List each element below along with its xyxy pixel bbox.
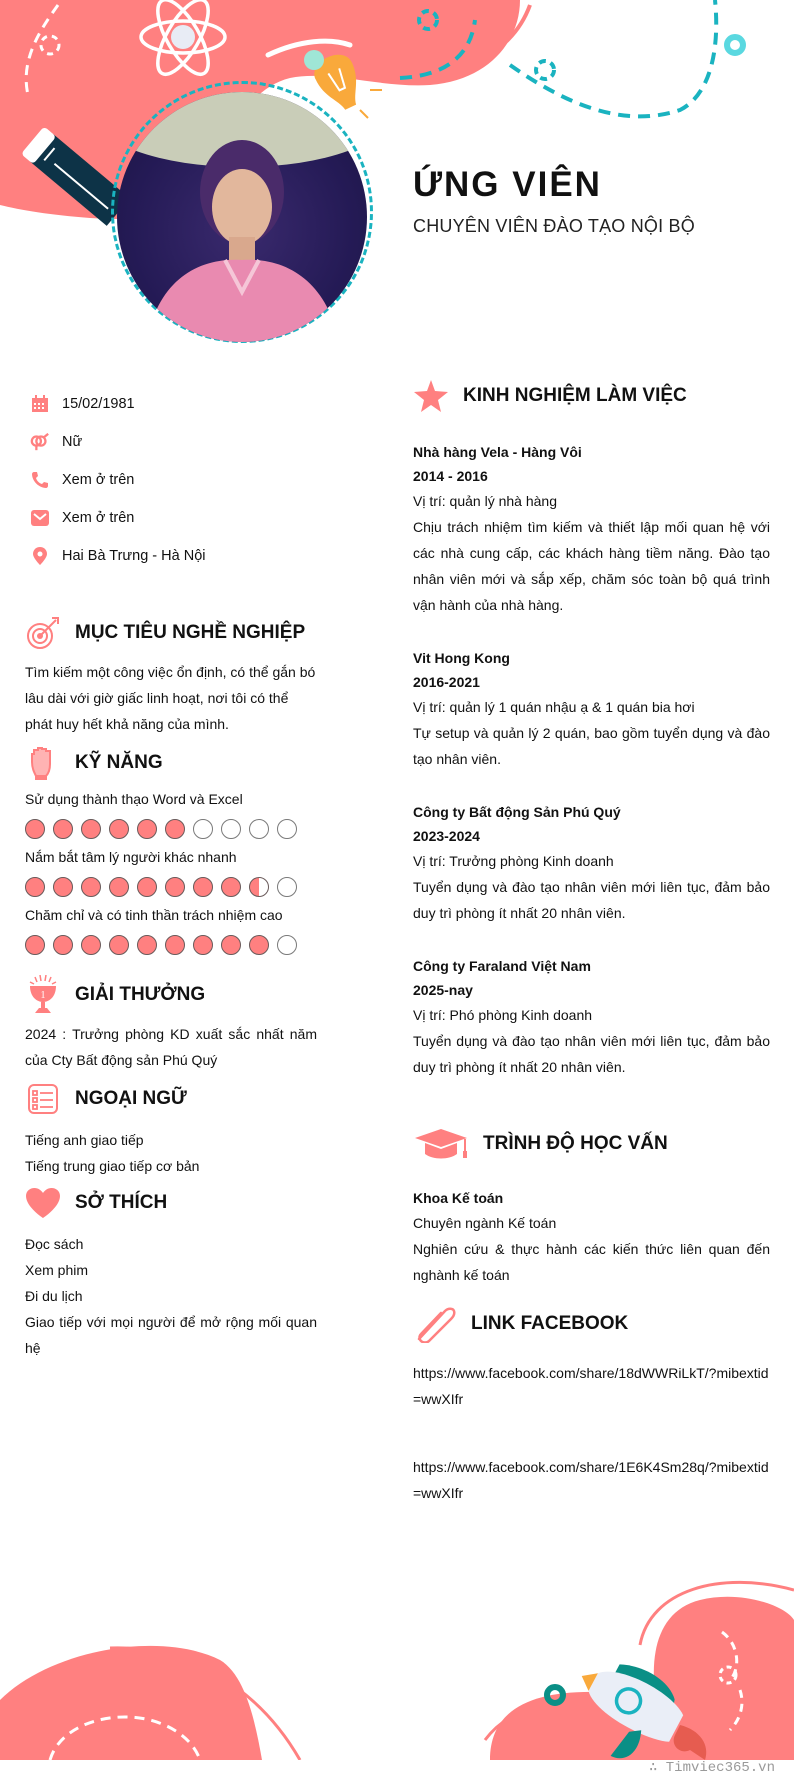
- awards-text: 2024 : Trưởng phòng KD xuất sắc nhất năm của Cty Bất động sản Phú Quý: [25, 1026, 317, 1068]
- language-item: Tiếng trung giao tiếp cơ bản: [25, 1158, 200, 1174]
- objective-heading: [25, 615, 317, 651]
- work-period: 2016-2021: [413, 674, 480, 690]
- location-value: Hai Bà Trưng - Hà Nội: [62, 548, 206, 564]
- experience-item-2: [413, 646, 770, 772]
- hobbies-title: SỞ THÍCH: [75, 1192, 168, 1213]
- star-icon: [413, 378, 449, 414]
- facebook-link-1[interactable]: https://www.facebook.com/share/18dWWRiLkT/?mibextid=wwXIfr: [413, 1365, 769, 1407]
- hobby-item: Giao tiếp với mọi người để mở rộng mối quan hệ: [25, 1314, 317, 1356]
- skill-rating: [25, 935, 317, 955]
- experience-item-4: [413, 954, 770, 1080]
- work-period: 2025-nay: [413, 982, 473, 998]
- svg-text:1: 1: [40, 990, 46, 1001]
- footer-decoration: [0, 1560, 794, 1760]
- phone-value: Xem ở trên: [62, 472, 135, 488]
- graduation-cap-icon: [413, 1126, 469, 1162]
- experience-item-1: [413, 440, 770, 618]
- email-icon: [30, 508, 50, 528]
- skill-item-3: [25, 907, 317, 955]
- hobbies-list: [25, 1231, 317, 1361]
- skill-label: Chăm chỉ và có tinh thần trách nhiệm cao: [25, 907, 283, 923]
- skills-title: KỸ NĂNG: [75, 752, 163, 773]
- experience-title: KINH NGHIỆM LÀM VIỆC: [463, 385, 687, 406]
- company-name: Nhà hàng Vela - Hàng Vôi: [413, 444, 582, 460]
- calendar-icon: [30, 394, 50, 414]
- checklist-icon: [25, 1081, 61, 1117]
- candidate-name: ỨNG VIÊN: [413, 165, 602, 204]
- phone-icon: [30, 470, 50, 490]
- paperclip-icon: [413, 1306, 457, 1342]
- skill-item-1: [25, 791, 317, 839]
- left-column: [25, 385, 317, 1361]
- heart-icon: [25, 1185, 61, 1221]
- hand-icon: [25, 745, 61, 781]
- work-period: 2014 - 2016: [413, 468, 488, 484]
- hobby-item: Đọc sách: [25, 1236, 84, 1252]
- skill-rating: [25, 877, 317, 897]
- experience-item-3: [413, 800, 770, 926]
- work-position: Vị trí: quản lý 1 quán nhậu ạ & 1 quán bia hơi: [413, 699, 695, 715]
- facebook-link-2[interactable]: https://www.facebook.com/share/1E6K4Sm28q/?mibextid=wwXIfr: [413, 1459, 769, 1501]
- gender-icon: [30, 432, 50, 452]
- birthdate-value: 15/02/1981: [62, 396, 135, 412]
- education-description: Nghiên cứu & thực hành các kiến thức liên quan đến nghành kế toán: [413, 1241, 770, 1283]
- contact-list: [25, 385, 317, 575]
- languages-list: [25, 1127, 317, 1179]
- education-title: TRÌNH ĐỘ HỌC VẤN: [483, 1133, 668, 1154]
- skill-label: Sử dụng thành thạo Word và Excel: [25, 791, 243, 807]
- work-description: Tuyển dụng và đào tạo nhân viên mới liên tục, đảm bảo duy trì phòng ít nhất 20 nhân viên.: [413, 1033, 770, 1075]
- experience-heading: [413, 378, 770, 414]
- job-title: CHUYÊN VIÊN ĐÀO TẠO NỘI BỘ: [413, 216, 695, 236]
- target-icon: [25, 615, 61, 651]
- watermark: ∴ Timviec365.vn: [648, 1760, 775, 1776]
- company-name: Công ty Faraland Việt Nam: [413, 958, 591, 974]
- contact-phone: [25, 461, 317, 499]
- hobby-item: Xem phim: [25, 1262, 89, 1278]
- avatar-photo-icon: [117, 92, 367, 342]
- right-column: [413, 378, 770, 1506]
- work-period: 2023-2024: [413, 828, 480, 844]
- gender-value: Nữ: [62, 434, 83, 450]
- awards-title: GIẢI THƯỞNG: [75, 984, 206, 1005]
- email-value: Xem ở trên: [62, 510, 135, 526]
- work-description: Tuyển dụng và đào tạo nhân viên mới liên tục, đảm bảo duy trì phòng ít nhất 20 nhân viên.: [413, 879, 770, 921]
- languages-heading: [25, 1081, 317, 1117]
- education-heading: [413, 1126, 770, 1162]
- company-name: Vit Hong Kong: [413, 650, 510, 666]
- skill-item-2: [25, 849, 317, 897]
- contact-email: [25, 499, 317, 537]
- facebook-title: LINK FACEBOOK: [471, 1313, 629, 1334]
- skills-heading: [25, 745, 317, 781]
- facebook-heading: [413, 1306, 770, 1342]
- hobby-item: Đi du lịch: [25, 1288, 83, 1304]
- major: Chuyên ngành Kế toán: [413, 1215, 557, 1231]
- contact-gender: [25, 423, 317, 461]
- avatar: [117, 92, 367, 342]
- school-name: Khoa Kế toán: [413, 1190, 504, 1206]
- location-icon: [30, 546, 50, 566]
- objective-title: MỤC TIÊU NGHỀ NGHIỆP: [75, 622, 306, 643]
- company-name: Công ty Bất động Sản Phú Quý: [413, 804, 621, 820]
- contact-location: [25, 537, 317, 575]
- trophy-icon: [25, 977, 61, 1013]
- languages-title: NGOẠI NGỮ: [75, 1088, 187, 1109]
- skill-label: Nắm bắt tâm lý người khác nhanh: [25, 849, 237, 865]
- work-position: Vị trí: Trưởng phòng Kinh doanh: [413, 853, 614, 869]
- work-position: Vị trí: Phó phòng Kinh doanh: [413, 1007, 593, 1023]
- work-description: Tự setup và quản lý 2 quán, bao gồm tuyển dụng và đào tạo nhân viên.: [413, 725, 770, 767]
- objective-text: Tìm kiếm một công việc ổn định, có thể gắn bó lâu dài với giờ giấc linh hoạt, nơi tôi có thể phát huy hết khả năng của mình.: [25, 664, 316, 732]
- work-position: Vị trí: quản lý nhà hàng: [413, 493, 557, 509]
- skill-rating: [25, 819, 317, 839]
- education-item: [413, 1186, 770, 1288]
- hobbies-heading: [25, 1185, 317, 1221]
- language-item: Tiếng anh giao tiếp: [25, 1132, 144, 1148]
- awards-heading: [25, 977, 317, 1013]
- contact-birthdate: [25, 385, 317, 423]
- work-description: Chịu trách nhiệm tìm kiếm và thiết lập mối quan hệ với các nhà cung cấp, các khách hàng tiềm năng. Đào tạo nhân viên mới và sắp xếp, chăm sóc toàn bộ quá trình vận hành của nhà hàng.: [413, 519, 770, 613]
